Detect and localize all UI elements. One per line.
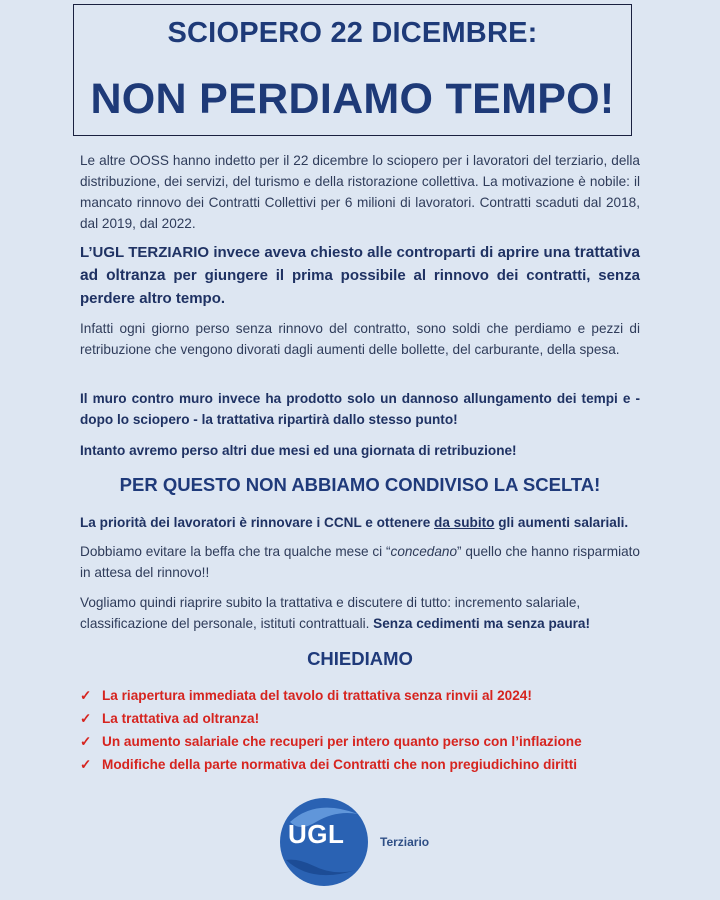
checkmark-icon: ✓: [80, 757, 92, 772]
beffa-paragraph: [80, 541, 640, 583]
beffa-part2: ” quello che hanno risparmiato in attesa del rinnovo!!: [80, 544, 640, 580]
muro-paragraph: [80, 388, 640, 430]
demand-item: [80, 753, 640, 776]
demand-item: [80, 684, 640, 707]
intro-text: Le altre OOSS hanno indetto per il 22 dicembre lo sciopero per i lavoratori del terziario, della distribuzione, dei servizi, del turismo e della ristorazione collettiva. La motivazione è nobile: il mancato rinnovo dei Contratti Collettivi per 6 milioni di lavoratori. Contratti scaduti dal 2018, dal 2019, dal 2022.: [80, 153, 640, 231]
demand-text: Modifiche della parte normativa dei Contratti che non pregiudichino diritti: [102, 757, 578, 772]
title-line-date: SCIOPERO 22 DICEMBRE:: [167, 17, 538, 49]
ugl-text-emphasis: trattativa ad oltranza: [80, 244, 640, 284]
vogliamo-part1: Vogliamo quindi riaprire subito la trattativa e discutere di tutto: incremento salariale, classificazione del personale, istituti contrattuali.: [80, 595, 581, 631]
priority-part2: gli aumenti salariali.: [494, 515, 629, 530]
infatti-text: Infatti ogni giorno perso senza rinnovo del contratto, sono soldi che perdiamo e pezzi di retribuzione che vengono divorati dagli aumenti delle bollette, del carburante, della spesa.: [80, 321, 640, 357]
ugl-paragraph: [80, 241, 640, 310]
muro-text: Il muro contro muro invece ha prodotto solo un dannoso allungamento dei tempi e - dopo lo sciopero - la trattativa ripartirà dallo stesso punto!: [80, 391, 640, 427]
title-line-slogan: NON PERDIAMO TEMPO!: [90, 75, 615, 123]
intanto-text: Intanto avremo perso altri due mesi ed una giornata di retribuzione!: [80, 443, 517, 458]
intanto-paragraph: [80, 440, 640, 461]
priority-paragraph: [80, 512, 640, 533]
checkmark-icon: ✓: [80, 711, 92, 726]
infatti-paragraph: [80, 318, 640, 360]
demand-text: La trattativa ad oltranza!: [102, 711, 260, 726]
title-box: [73, 4, 632, 136]
logo-label: Terziario: [380, 835, 430, 849]
priority-underlined: da subito: [434, 515, 495, 530]
ugl-text-part2: per giungere il prima possibile al rinnovo dei contratti, senza perdere altro tempo.: [80, 267, 640, 307]
chiediamo-heading: CHIEDIAMO: [307, 648, 413, 669]
checkmark-icon: ✓: [80, 688, 92, 703]
demands-list: [80, 684, 640, 776]
beffa-part1: Dobbiamo evitare la beffa che tra qualche mese ci “: [80, 544, 391, 559]
demand-item: [80, 707, 640, 730]
checkmark-icon: ✓: [80, 734, 92, 749]
demand-text: Un aumento salariale che recuperi per intero quanto perso con l’inflazione: [102, 734, 582, 749]
section-heading: PER QUESTO NON ABBIAMO CONDIVISO LA SCELTA!: [119, 474, 601, 495]
demand-text: La riapertura immediata del tavolo di trattativa senza rinvii al 2024!: [102, 688, 532, 703]
vogliamo-bold: Senza cedimenti ma senza paura!: [373, 616, 590, 631]
priority-part1: La priorità dei lavoratori è rinnovare i CCNL e ottenere: [80, 515, 435, 530]
demand-item: [80, 730, 640, 753]
logo-text: UGL: [288, 819, 345, 849]
intro-paragraph: [80, 150, 640, 234]
vogliamo-paragraph: [80, 592, 640, 634]
ugl-text-part1: L’UGL TERZIARIO invece aveva chiesto alle controparti di aprire una: [80, 244, 575, 261]
beffa-italic: concedano: [390, 544, 458, 559]
